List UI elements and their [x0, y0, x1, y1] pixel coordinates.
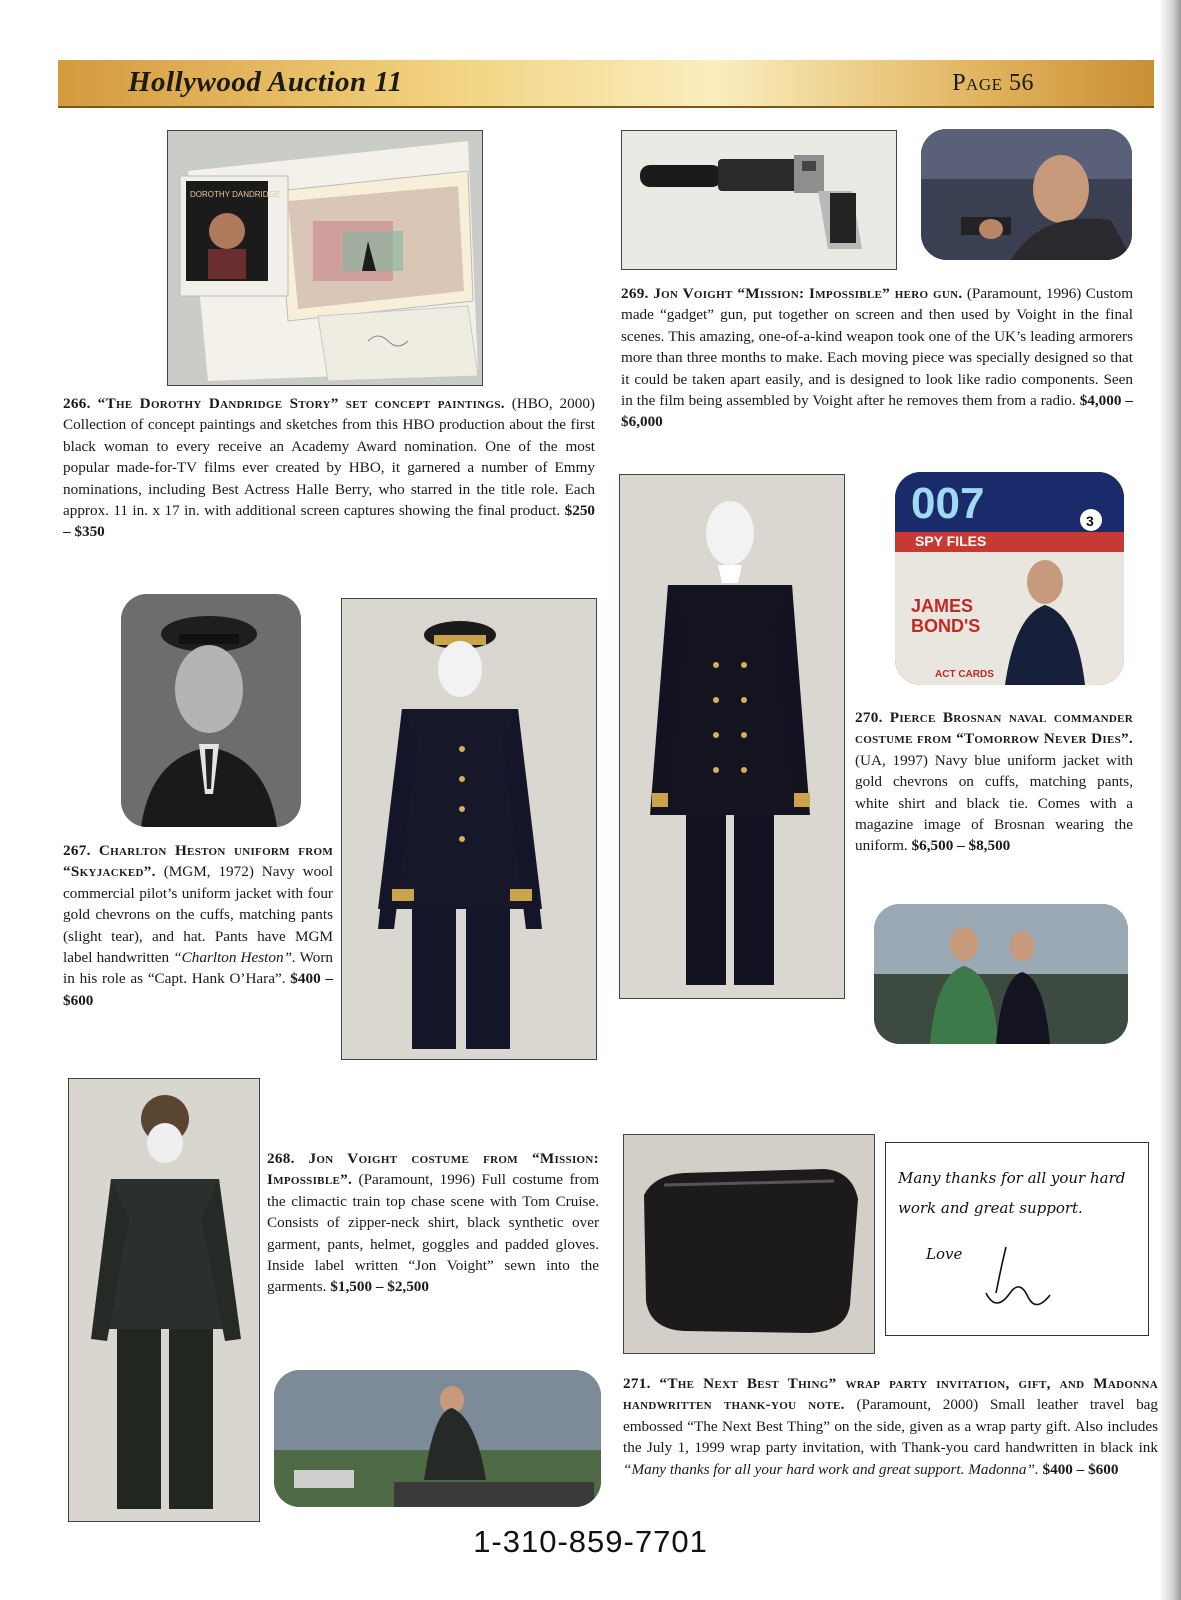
lot-description: (Paramount, 1996) Full costume from the climactic train top chase scene with Tom Cruise. Consists of zipper-neck shirt, black synthetic over garment, pants, helmet, goggles and padded gloves. Inside label written “Jon Voight” sewn into the garments. — [267, 1171, 600, 1296]
lot-title: “The Dorothy Dandridge Story” set concept paintings. — [97, 395, 505, 412]
catalog-title: Hollywood Auction 11 — [128, 66, 403, 98]
magazine-title-2: BOND'S — [911, 616, 981, 636]
photo-voight-film-still — [921, 129, 1132, 260]
note-line-2: work and great support. — [898, 1199, 1083, 1217]
photo-spy-files-magazine — [895, 472, 1124, 685]
lot-description: (Paramount, 1996) Custom made “gadget” gun, put together on screen and then used by Voight in the final scenes. This amazing, one-of-a-kind weapon took one of the UK’s leading armorers more than three months to make. Each moving piece was specially designed so that it could be taken apart easily, and is designed to look like radio components. Seen in the film being assembled by Voight after he removes them from a radio. — [621, 285, 1134, 410]
magazine-title-1: JAMES — [911, 596, 974, 616]
lot-266 — [63, 393, 595, 543]
magazine-spy-files: SPY FILES — [915, 533, 987, 549]
lot-number: 269. — [621, 285, 649, 302]
magazine-007: 007 — [911, 479, 985, 528]
lot-267 — [63, 840, 333, 1011]
photo-leather-bag — [623, 1134, 875, 1354]
photo-train-chase-still — [274, 1370, 601, 1507]
lot-description: (UA, 1997) Navy blue uniform jacket with gold chevrons on cuffs, matching pants, white shirt and black tie. Comes with a magazine image of Brosnan wearing the uniform. — [855, 751, 1133, 855]
lot-description-italic: “Many thanks for all your hard work and great support. Madonna”. — [623, 1460, 1039, 1478]
lot-title: “The Next Best Thing” wrap party invitation, gift, and Madonna handwritten thank-you note. — [623, 1375, 1159, 1414]
photo-brosnan-film-still — [874, 904, 1128, 1044]
photo-heston-film-still — [121, 594, 301, 827]
photo-voight-costume — [68, 1078, 260, 1522]
lot-title: Charlton Heston uniform from “Skyjacked”. — [63, 842, 333, 881]
magazine-bottom: ACT CARDS — [935, 669, 994, 680]
lot-estimate: $6,500 – $8,500 — [911, 837, 1011, 855]
note-line-3: Love — [926, 1245, 963, 1263]
lot-estimate: $4,000 – $6,000 — [621, 392, 1134, 431]
lot-number: 271. — [623, 1375, 651, 1392]
lot-title: Pierce Brosnan naval commander costume from “Tomorrow Never Dies”. — [855, 709, 1133, 748]
lot-description-italic: “Charlton Heston”. — [173, 949, 296, 967]
lot-title: Jon Voight “Mission: Impossible” hero gun. — [653, 285, 963, 302]
magazine-issue-number: 3 — [1086, 513, 1094, 529]
lot-title: Jon Voight costume from “Mission: Impossible”. — [267, 1150, 599, 1189]
lot-number: 268. — [267, 1150, 295, 1167]
lot-number: 267. — [63, 842, 91, 859]
lot-description: (MGM, 1972) Navy wool commercial pilot’s uniform jacket with four gold chevrons on the cuffs, matching pants (slight tear), and hat. Pants have MGM label handwritten — [63, 863, 333, 967]
lot-description: (HBO, 2000) Collection of concept paintings and sketches from this HBO production about the first black woman to every receive an Academy Award nomination. One of the most popular made-for-TV films ever created by HBO, it garnered a number of Emmy nominations, including Best Actress Halle Berry, who starred in the title role. Each approx. 11 in. x 17 in. with additional screen captures showing the final product. — [63, 395, 595, 520]
photo-brosnan-uniform — [619, 474, 845, 999]
lot-estimate: $250 – $350 — [63, 502, 595, 541]
page-edge-shadow — [1159, 0, 1181, 1600]
lot-estimate: $400 – $600 — [1042, 1460, 1119, 1478]
lot-estimate: $400 – $600 — [63, 970, 334, 1009]
note-line-1: Many thanks for all your hard — [898, 1169, 1126, 1187]
lot-269 — [621, 283, 1133, 433]
lot-number: 270. — [855, 709, 883, 726]
photo-madonna-note — [885, 1142, 1149, 1336]
header-banner — [58, 60, 1154, 106]
lot-270 — [855, 707, 1133, 857]
magazine-cover-name: DOROTHY DANDRIDGE — [190, 190, 281, 199]
page-number: Page 56 — [952, 70, 1034, 96]
lot-271 — [623, 1373, 1158, 1480]
photo-concept-paintings — [167, 130, 483, 386]
lot-number: 266. — [63, 395, 91, 412]
lot-268 — [267, 1148, 599, 1298]
photo-hero-gun — [621, 130, 897, 270]
lot-estimate: $1,500 – $2,500 — [330, 1278, 429, 1296]
lot-description-end: Worn in his role as “Capt. Hank O’Hara”. — [63, 949, 333, 988]
photo-heston-uniform — [341, 598, 597, 1060]
footer-phone: 1-310-859-7701 — [473, 1524, 708, 1559]
lot-description: (Paramount, 2000) Small leather travel bag embossed “The Next Best Thing” on the side, given as a wrap party gift. Also includes the July 1, 1999 wrap party invitation, with Thank-you card handwritten in black ink — [623, 1396, 1159, 1457]
